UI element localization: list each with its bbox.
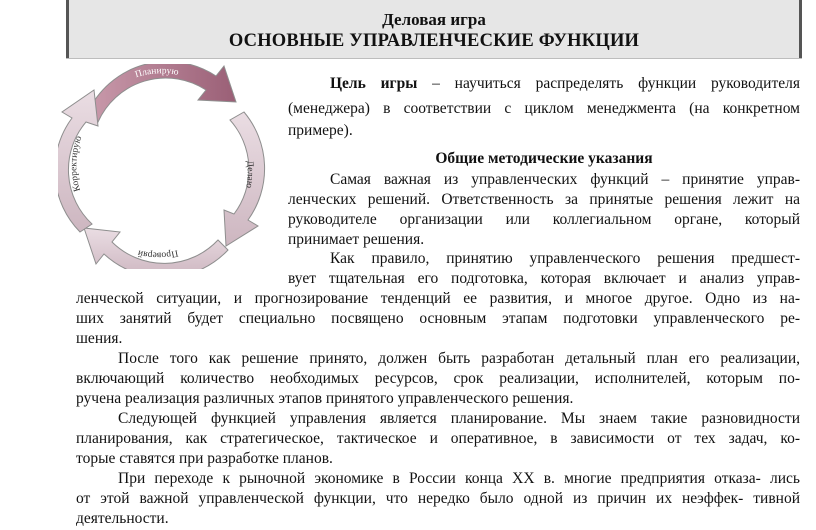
label-correct: Корректирую [69, 134, 85, 193]
goal-line-2: (менеджера) в соответствии с циклом менеджмента (на конкретном [288, 100, 800, 117]
page-title: ОСНОВНЫЕ УПРАВЛЕНЧЕСКИЕ ФУНКЦИИ [228, 31, 640, 51]
p4-line-1: Следующей функцией управления является планирование. Мы знаем такие разновидности [118, 410, 800, 427]
p1-line-3: руководителе организации или коллегиальном органе, который [288, 211, 800, 228]
p5-line-1: При переходе к рыночной экономике в России конца XX в. многие предприятия отказа- лись [118, 470, 800, 487]
game-subtitle: Деловая игра [382, 10, 486, 29]
band-right-edge [799, 0, 802, 58]
p1-line-2: ленческих решений. Ответственность за принятые решения лежит на [288, 191, 800, 208]
band-left-edge [66, 0, 69, 58]
goal-label: Цель игры [330, 75, 418, 92]
p2-line-4: ших занятий будет специально посвящено основным этапам подготовки управленческого ре- [76, 310, 800, 327]
label-plan: Планирую [134, 66, 180, 81]
management-cycle-diagram [58, 64, 270, 269]
label-check: Проверяй [137, 247, 179, 260]
p4-line-3: торые ставятся при разработке планов. [76, 450, 333, 467]
p3-line-1: После того как решение принято, должен быть разработан детальный план его реализации, [118, 350, 800, 367]
p2-line-5: шения. [76, 330, 123, 347]
p1-line-4: принимает решения. [288, 231, 425, 248]
p2-line-1: Как правило, принятию управленческого решения предшест- [330, 250, 800, 267]
arrow-check [84, 228, 228, 269]
label-do: Делаю [243, 160, 255, 189]
goal-line-1: Цель игры – научиться распределять функции руководителя [330, 75, 800, 92]
p3-line-2: включающий количество необходимых ресурсов, срок реализации, исполнителей, которым по- [76, 370, 800, 387]
p4-line-2: планирования, как стратегическое, тактическое и оперативное, в зависимости от тех задач, ко- [76, 430, 800, 447]
p2-line-2: вует тщательная его подготовка, которая включает и анализ управ- [288, 270, 800, 287]
p1-line-1: Самая важная из управленческих функций – принятие управ- [330, 171, 800, 188]
section-title: Общие методические указания [435, 150, 653, 167]
title-band [66, 0, 802, 59]
p5-line-3: деятельности. [76, 510, 169, 527]
p3-line-3: ручена реализация различных этапов принятого управленческого решения. [76, 390, 574, 407]
goal-line-3: примере). [288, 122, 353, 139]
p2-line-3: ленческой ситуации, и прогнозирование тенденций ее развития, и многое другое. Одно из на- [76, 290, 800, 307]
arrow-do [224, 112, 265, 246]
p5-line-2: от этой важной управленческой функции, что нередко было одной из причин их неэффек- тивной [76, 490, 800, 507]
